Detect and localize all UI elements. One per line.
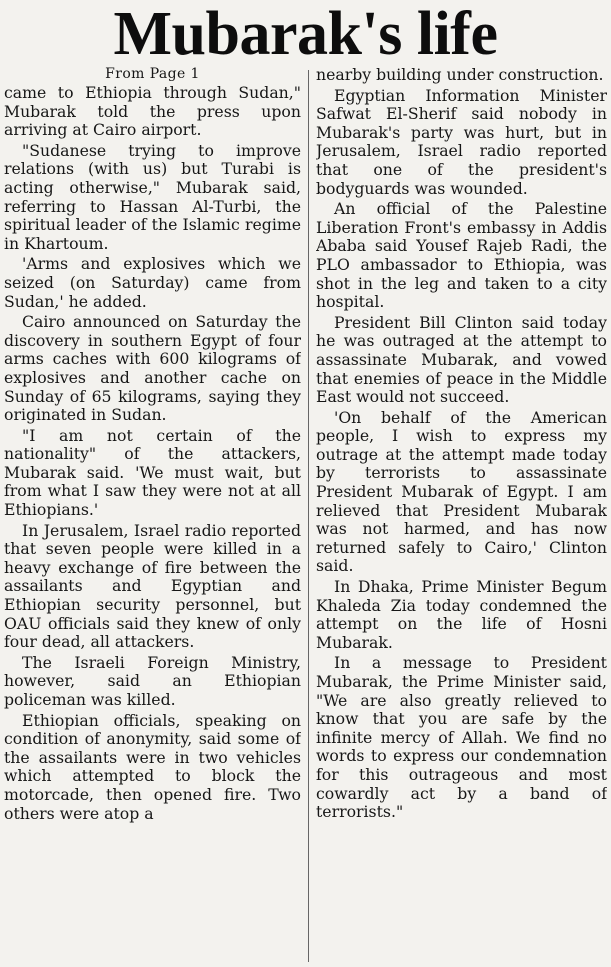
paragraph: "Sudanese trying to improve relations (with us) but Turabi is acting otherwise," Mubarak said, referring to Hassan Al-Turbi, the spiritual leader of the Islamic regime in Khartoum. xyxy=(4,140,301,253)
paragraph: An official of the Palestine Liberation Front's embassy in Addis Ababa said Yousef Rajeb Radi, the PLO ambassador to Ethiopia, was shot in the leg and taken to a city hospital. xyxy=(316,199,607,312)
column-divider xyxy=(308,70,309,962)
paragraph: 'On behalf of the American people, I wish to express my outrage at the attempt made today by terrorists to assassinate President Mubarak of Egypt. I am relieved that President Mubarak was not harmed, and has now returned safely to Cairo,' Clinton said. xyxy=(316,407,607,576)
paragraph: In Dhaka, Prime Minister Begum Khaleda Zia today condemned the attempt on the life of Hosni Mubarak. xyxy=(316,577,607,652)
article-column-right xyxy=(316,66,607,966)
paragraph: In a message to President Mubarak, the Prime Minister said, "We are also greatly relieved to know that you are safe by the infinite mercy of Allah. We find no words to express our condemnation for this outrageous and most cowardly act by a band of terrorists." xyxy=(316,653,607,822)
paragraph: Egyptian Information Minister Safwat El-Sherif said nobody in Mubarak's party was hurt, but in Jerusalem, Israel radio reported that one of the president's bodyguards was wounded. xyxy=(316,85,607,198)
article-column-left xyxy=(4,66,301,966)
paragraph: President Bill Clinton said today he was outraged at the attempt to assassinate Mubarak, and vowed that enemies of peace in the Middle East would not succeed. xyxy=(316,312,607,407)
paragraph: The Israeli Foreign Ministry, however, said an Ethiopian policeman was killed. xyxy=(4,652,301,709)
paragraph: 'Arms and explosives which we seized (on Saturday) came from Sudan,' he added. xyxy=(4,254,301,311)
paragraph: "I am not certain of the nationality" of the attackers, Mubarak said. 'We must wait, but from what I saw they were not at all Ethiopians.' xyxy=(4,425,301,520)
headline: Mubarak's life xyxy=(113,0,498,68)
paragraph: In Jerusalem, Israel radio reported that seven people were killed in a heavy exchange of fire between the assailants and Egyptian and Ethiopian security personnel, but OAU officials said they knew of only four dead, all attackers. xyxy=(4,520,301,652)
paragraph: Cairo announced on Saturday the discovery in southern Egypt of four arms caches with 600 kilograms of explosives and another cache on Sunday of 65 kilograms, saying they originated in Sudan. xyxy=(4,312,301,425)
paragraph: nearby building under construction. xyxy=(316,66,604,84)
dateline: From Page 1 xyxy=(105,66,200,82)
paragraph: Ethiopian officials, speaking on condition of anonymity, said some of the assailants were in two vehicles which attempted to block the motorcade, then opened fire. Two others were atop a xyxy=(4,710,301,823)
paragraph: came to Ethiopia through Sudan," Mubarak told the press upon arriving at Cairo airport. xyxy=(4,83,301,140)
